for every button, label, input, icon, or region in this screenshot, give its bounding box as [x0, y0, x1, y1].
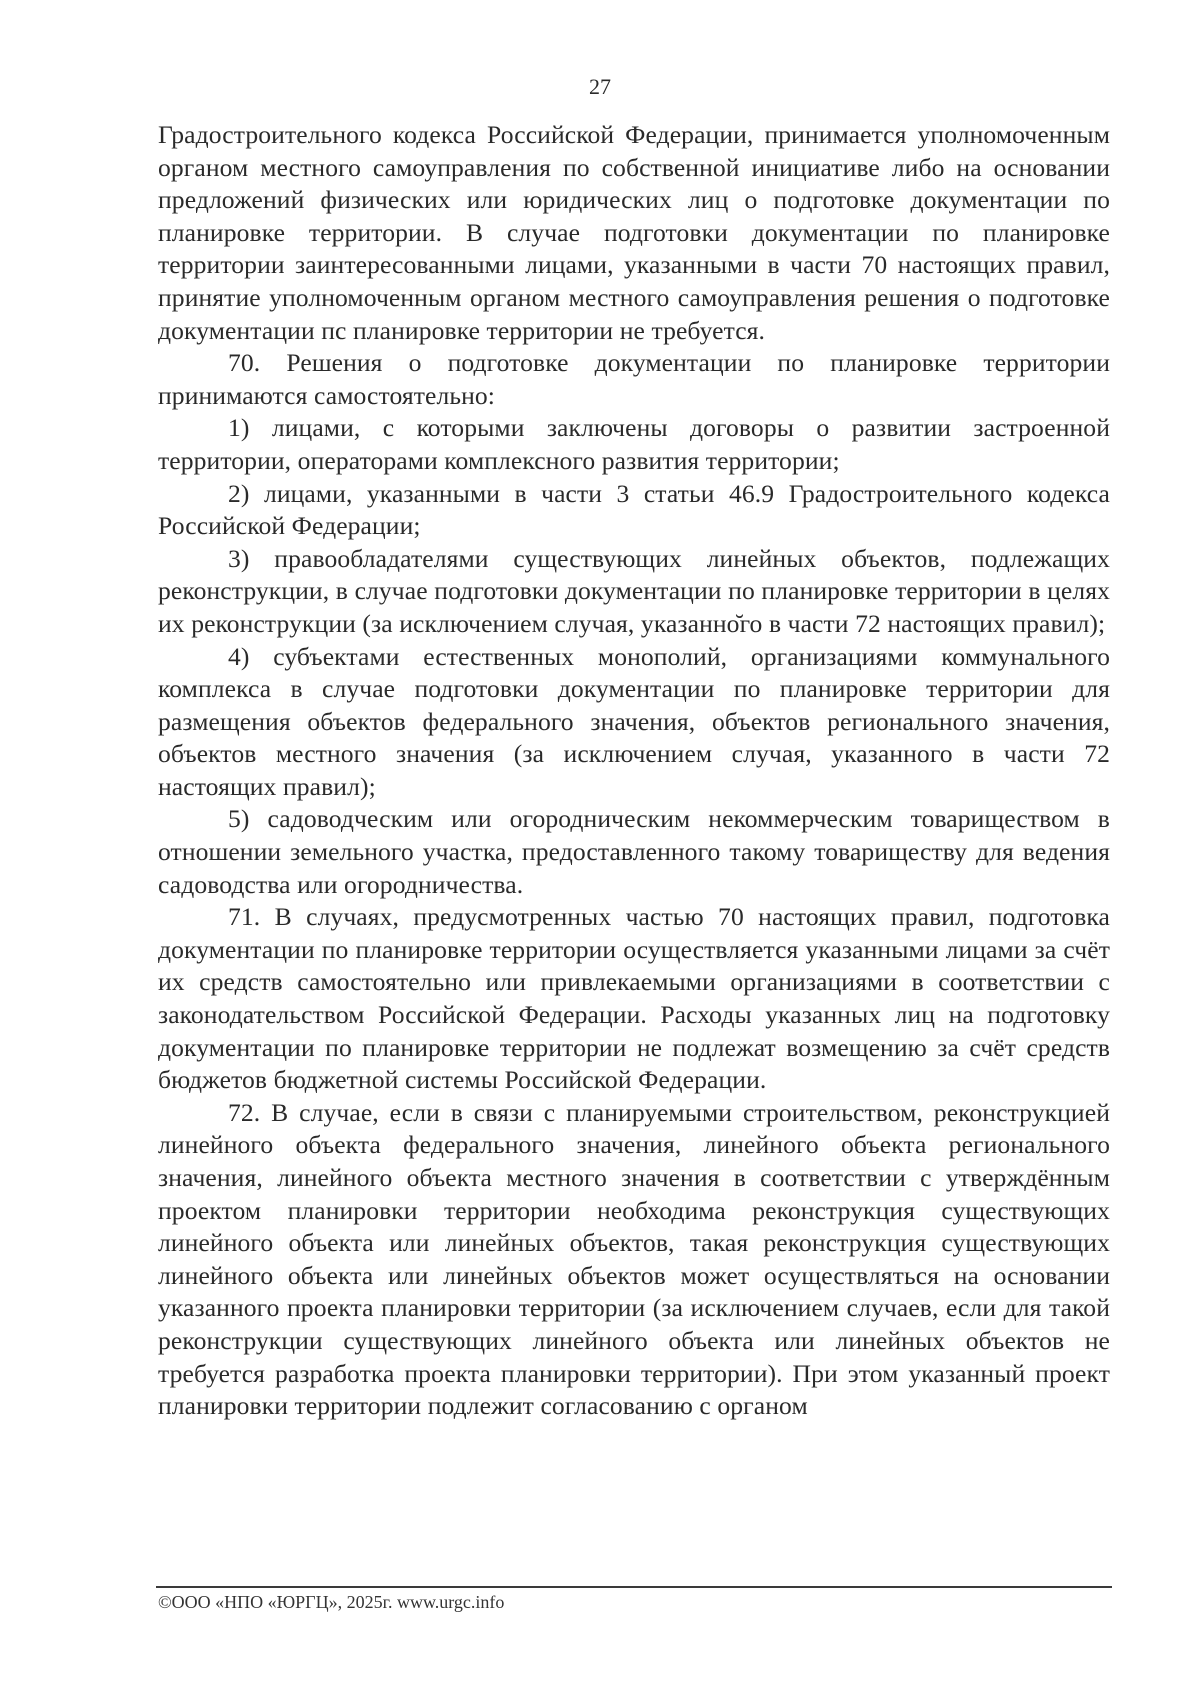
- page-number: 27: [589, 74, 611, 99]
- list-item-5: 5) садоводческим или огородническим некоммерческим товариществом в отношении земельного участка, предоставленного такому товариществу для ведения садоводства или огородничества.: [158, 804, 1110, 899]
- list-item-2: 2) лицами, указанными в части 3 статьи 46.9 Градостроительного кодекса Российской Федерации;: [158, 478, 1110, 541]
- list-item-4: 4) субъектами естественных монополий, организациями коммунального комплекса в случае подготовки документации по планировке территории для размещения объектов федерального значения, объектов регионального значения, объектов местного значения (за исключением случая, указанного в части 72 настоящих правил);: [158, 641, 1110, 801]
- document-body: [158, 119, 1110, 1423]
- paragraph-71: 71. В случаях, предусмотренных частью 70 настоящих правил, подготовка документации по планировке территории осуществляется указанными лицами за счёт их средств самостоятельно или привлекаемыми организациями в соответствии с законодательством Российской Федерации. Расходы указанных лиц на подготовку документации по планировке территории не подлежат возмещению за счёт средств бюджетов бюджетной системы Российской Федерации.: [158, 902, 1110, 1095]
- list-item-1: 1) лицами, с которыми заключены договоры о развитии застроенной территории, операторами комплексного развития территории;: [158, 413, 1110, 475]
- list-item-3: 3) правообладателями существующих линейных объектов, подлежащих реконструкции, в случае подготовки документации по планировке территории в целях их реконструкции (за исключением случая, указанно̆го в части 72 настоящих правил);: [158, 543, 1110, 638]
- paragraph-continuation: Градостроительного кодекса Российской Федерации, принимается уполномоченным органом местного самоуправления по собственной инициативе либо на основании предложений физических или юридических лиц о подготовке документации по планировке территории. В случае подготовки документации по планировке территории заинтересованными лицами, указанными в части 70 настоящих правил, принятие уполномоченным органом местного самоуправления решения о подготовке документации пс планировке территории не требуется.: [158, 120, 1110, 345]
- footer-copyright: ©ООО «НПО «ЮРГЦ», 2025г. www.urgc.info: [158, 1592, 505, 1612]
- paragraph-72: 72. В случае, если в связи с планируемыми строительством, реконструкцией линейного объекта федерального значения, линейного объекта регионального значения, линейного объекта местного значения в соответствии с утверждённым проектом планировки территории необходима реконструкция существующих линейного объекта или линейных объектов, такая реконструкция существующих линейного объекта или линейных объектов может осуществляться на основании указанного проекта планировки территории (за исключением случаев, если для такой реконструкции существующих линейного объекта или линейных объектов не требуется разработка проекта планировки территории). При этом указанный проект планировки территории подлежит согласованию с органом: [158, 1097, 1110, 1421]
- paragraph-70: 70. Решения о подготовке документации по планировке территории принимаются самостоятельно:: [158, 348, 1110, 410]
- footer-divider: [156, 1586, 1112, 1588]
